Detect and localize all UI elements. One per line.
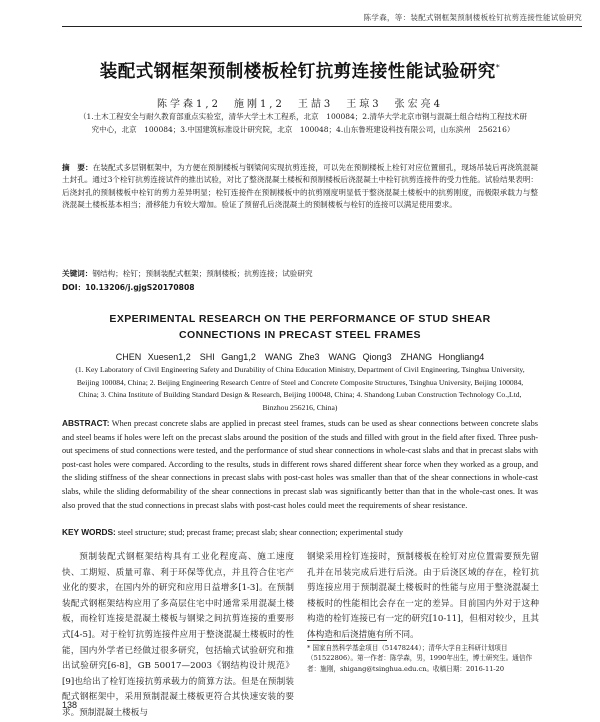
page-number: 138 (62, 700, 78, 710)
english-keywords (62, 527, 538, 537)
chinese-keywords-label: 关键词： (62, 269, 93, 278)
body-column-right (307, 550, 539, 644)
chinese-keywords-text: 钢结构；栓钉；预制装配式框架；预制楼板；抗剪连接；试验研究 (92, 269, 313, 278)
header-rule (62, 26, 582, 27)
english-affiliations: (1. Key Laboratory of Civil Engineering Safety and Durability of China Education Ministry, Department of Civil Engineering, Tsinghua University, Beijing 100084, China; 2. Beijing Engineering Research Centre of Steel and Concrete Composite Structures, Tsinghua University, Beijing 100084, China; 3. China Institute of Building Standard Design & Research, Beijing 100048, China; 4. Shandong Luban Construction Technology Co.,Ltd, Binzhou 256216, China) (75, 365, 525, 412)
chinese-abstract (62, 162, 538, 212)
chinese-title-text: 装配式钢框架预制楼板栓钉抗剪连接性能试验研究 (99, 62, 496, 82)
english-title-line1: EXPERIMENTAL RESEARCH ON THE PERFORMANCE OF STUD SHEAR (109, 313, 491, 325)
english-abstract (62, 417, 538, 512)
english-title (60, 311, 540, 343)
english-title-line2: CONNECTIONS IN PRECAST STEEL FRAMES (179, 329, 421, 341)
english-keywords-text: steel structure; stud; precast frame; precast slab; shear connection; experimental study (117, 528, 404, 537)
body-paragraph: 钢梁采用栓钉连接时，预制楼板在栓钉对应位置需要预先留孔并在吊装完成后进行后浇。由于后浇区域的存在，栓钉抗剪连接应用于预制混凝土楼板时的性能与应用于整浇混凝土楼板时的性能相比会存在一定的差异。目前国内外对于这种构造的栓钉连接已有一定的研究[10-11]，但相对较少，且其体构造和后浇措施有所不同。 (307, 552, 539, 640)
doi-label: DOI： (62, 283, 86, 292)
doi (62, 282, 195, 293)
footnote: * 国家自然科学基金项目（51478244）；清华大学自主科研计划项目（51522806）。第一作者：陈学森，男，1990年出生，博士研究生。通信作者：施刚，shigang@tsinghua.edu.cn。收稿日期：2016-11-20 (307, 644, 533, 673)
doi-value: 10.13206/j.gjgS20170808 (85, 283, 195, 292)
chinese-authors: 陈学森1,2 施刚1,2 王喆3 王琼3 张宏亮4 (157, 99, 443, 110)
chinese-abstract-text: 在装配式多层钢框架中，为方便在预制楼板与钢梁间实现抗剪连接，可以先在预制楼板上栓钉对应位置留孔，现场吊装后再浇筑混凝土封孔。通过3个栓钉抗剪连接试件的推出试验，对比了整浇混凝土楼板和预制楼板后浇混凝土中栓钉抗剪连接件的受力性能。试验结果表明：后浇封孔的预制楼板中栓钉的剪力差异明显；栓钉连接件在预制楼板中的抗剪刚度明显低于整浇混凝土楼板中的抗剪刚度，而极限承载力与整浇混凝土楼板基本相当；滑移能力有较大增加。验证了预留孔后浇混凝土的预制楼板与栓钉的连接可以满足使用要求。 (62, 163, 538, 210)
body-column-left (62, 550, 294, 722)
english-keywords-label: KEY WORDS: (62, 527, 116, 537)
english-abstract-text: When precast concrete slabs are applied in precast steel frames, studs can be used as shear connections between concrete slabs and steel beams if holes were left on the precast slabs around the position of the studs and filled with grout in the field after fixed. Three push-out specimens of stud connections were tested, and the performance of stud shear connections in whole-cast slabs and that in precast slabs with post-cast holes were compared. According to the results, studs in different rows shared different shear force when they worked as a group, and the sliding stiffness of the shear connections in precast slabs with post-cast holes was smaller than that of the shear connections in whole-cast slabs, while the sliding deformability of the shear connections in precast slab was significantly better than that in the whole-cast ones. It was also proved that the stud connections in precast slabs with post-cast holes could meet the requirements of shear resistance. (62, 419, 538, 510)
chinese-abstract-label: 摘 要： (62, 163, 93, 172)
chinese-affiliations: （1.土木工程安全与耐久教育部重点实验室，清华大学土木工程系，北京 100084；2.清华大学北京市钢与混凝土组合结构工程技术研究中心，北京 100084；3.中国建筑标准设计研究院，北京 100048；4.山东鲁班建设科技有限公司，山东滨州 256216） (79, 112, 527, 134)
body-paragraph: 预制装配式钢框架结构具有工业化程度高、施工速度快、工期短、质量可靠、利于环保等优点，并且符合住宅产业化的要求，在国内外的研究和应用日益增多[1-3]。在预制装配式钢框架结构应用了多高层住宅中时通常采用混凝土楼板，而栓钉连接是混凝土楼板与钢梁之间抗剪连接的重要形式[4-5]。对于栓钉抗剪连接件应用于整浇混凝土楼板时的性能，国内外学者已经做过很多研究，包括输式试验研究和推出试验研究[6-8]，GB 50017—2003《钢结构设计规范》[9]也给出了栓钉连接抗剪承载力的简算方法。但是在预制装配式钢框架中，采用预制混凝土楼板更符合其快速安装的要求。预制混凝土楼板与 (62, 552, 294, 718)
title-footnote-mark: * (495, 63, 501, 73)
english-authors: CHEN Xuesen1,2 SHI Gang1,2 WANG Zhe3 WANG Qiong3 ZHANG Hongliang4 (115, 352, 485, 362)
chinese-title (40, 58, 560, 83)
running-head: 陈学森，等：装配式钢框架预制楼板栓钉抗剪连接性能试验研究 (363, 13, 582, 22)
chinese-keywords (62, 268, 538, 280)
english-abstract-label: ABSTRACT: (62, 418, 110, 428)
footnote-rule (307, 640, 387, 641)
